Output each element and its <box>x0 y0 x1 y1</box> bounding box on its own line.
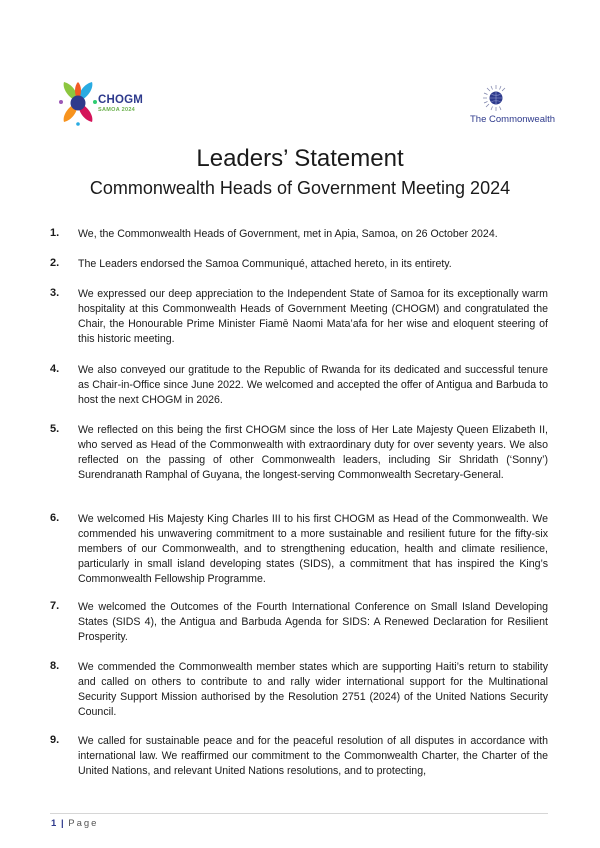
paragraph-number: 3. <box>50 287 60 299</box>
paragraph-number: 5. <box>50 423 60 435</box>
paragraph-number: 8. <box>50 660 60 672</box>
commonwealth-logo <box>470 84 560 128</box>
paragraph-text: We called for sustainable peace and for the peaceful resolution of all disputes in accordance with international law. We reaffirmed our commitment to the Commonwealth Charter, the Charter of the United Nations, and relevant United Nations resolutions, and to protecting, <box>78 735 548 777</box>
page-footer <box>51 818 98 829</box>
paragraph-text: We reflected on this being the first CHOGM since the loss of Her Late Majesty Queen Elizabeth II, who served as Head of the Commonwealth with extraordinary duty for over seventy years. We also reflected on the passing of other Commonwealth leaders, including Sir Shridath (‘Sonny’) Surendranath Ramphal of Guyana, the longest-serving Commonwealth Secretary-General. <box>78 424 548 481</box>
paragraph-text: We, the Commonwealth Heads of Government, met in Apia, Samoa, on 26 October 2024. <box>78 228 498 240</box>
paragraph-number: 9. <box>50 734 60 746</box>
chogm-wordmark: CHOGM <box>98 94 144 106</box>
paragraph-number: 2. <box>50 257 60 269</box>
paragraph-text: We expressed our deep appreciation to the Independent State of Samoa for its exceptionally warm hospitality at this Commonwealth Heads of Government Meeting (CHOGM) and congratulated the Chair, the Honourable Prime Minister Fiamē Naomi Mata’afa for her wise and eloquent steering of this historic meeting. <box>78 288 548 345</box>
paragraph-number: 1. <box>50 227 60 239</box>
paragraph-number: 4. <box>50 363 60 375</box>
commonwealth-wordmark: The Commonwealth <box>470 114 556 125</box>
paragraph-text: We welcomed the Outcomes of the Fourth International Conference on Small Island Developing States (SIDS 4), the Antigua and Barbuda Agenda for SIDS: A Renewed Declaration for Resilient Prosperity. <box>78 601 548 643</box>
commonwealth-globe-icon <box>482 84 510 112</box>
paragraph-number: 6. <box>50 512 60 524</box>
document-subtitle: Commonwealth Heads of Government Meeting 2024 <box>89 178 511 198</box>
page-label: Page <box>68 818 99 829</box>
chogm-flower-icon <box>58 80 98 126</box>
paragraph-text: We also conveyed our gratitude to the Republic of Rwanda for its dedicated and successful tenure as Chair-in-Office since June 2022. We welcomed and accepted the offer of Antigua and Barbuda to host the next CHOGM in 2026. <box>78 364 548 406</box>
document-title: Leaders’ Statement <box>196 145 404 172</box>
chogm-subtitle: SAMOA 2024 <box>98 107 136 113</box>
paragraph-number: 7. <box>50 600 60 612</box>
paragraph-text: We commended the Commonwealth member states which are supporting Haiti’s return to stability and called on others to contribute to and rally wider international support for the Multinational Security Support Mission authorised by the Resolution 2751 (2024) of the United Nations Security Council. <box>78 661 548 718</box>
paragraph-text: We welcomed His Majesty King Charles III to his first CHOGM as Head of the Commonwealth. We commended his unwavering commitment to a more sustainable and resilient future for the fifty-six members of our Commonwealth, and to strengthening education, health and climate resilience, particularly in small island developing states (SIDS), a commitment that has inspired the King’s Commonwealth Fellowship Programme. <box>78 513 548 585</box>
footer-divider <box>50 813 548 814</box>
page-number: 1 <box>51 818 57 829</box>
footer-separator: | <box>60 818 64 829</box>
paragraph-text: The Leaders endorsed the Samoa Communiqué, attached hereto, in its entirety. <box>78 258 452 270</box>
chogm-samoa-logo <box>58 80 158 128</box>
